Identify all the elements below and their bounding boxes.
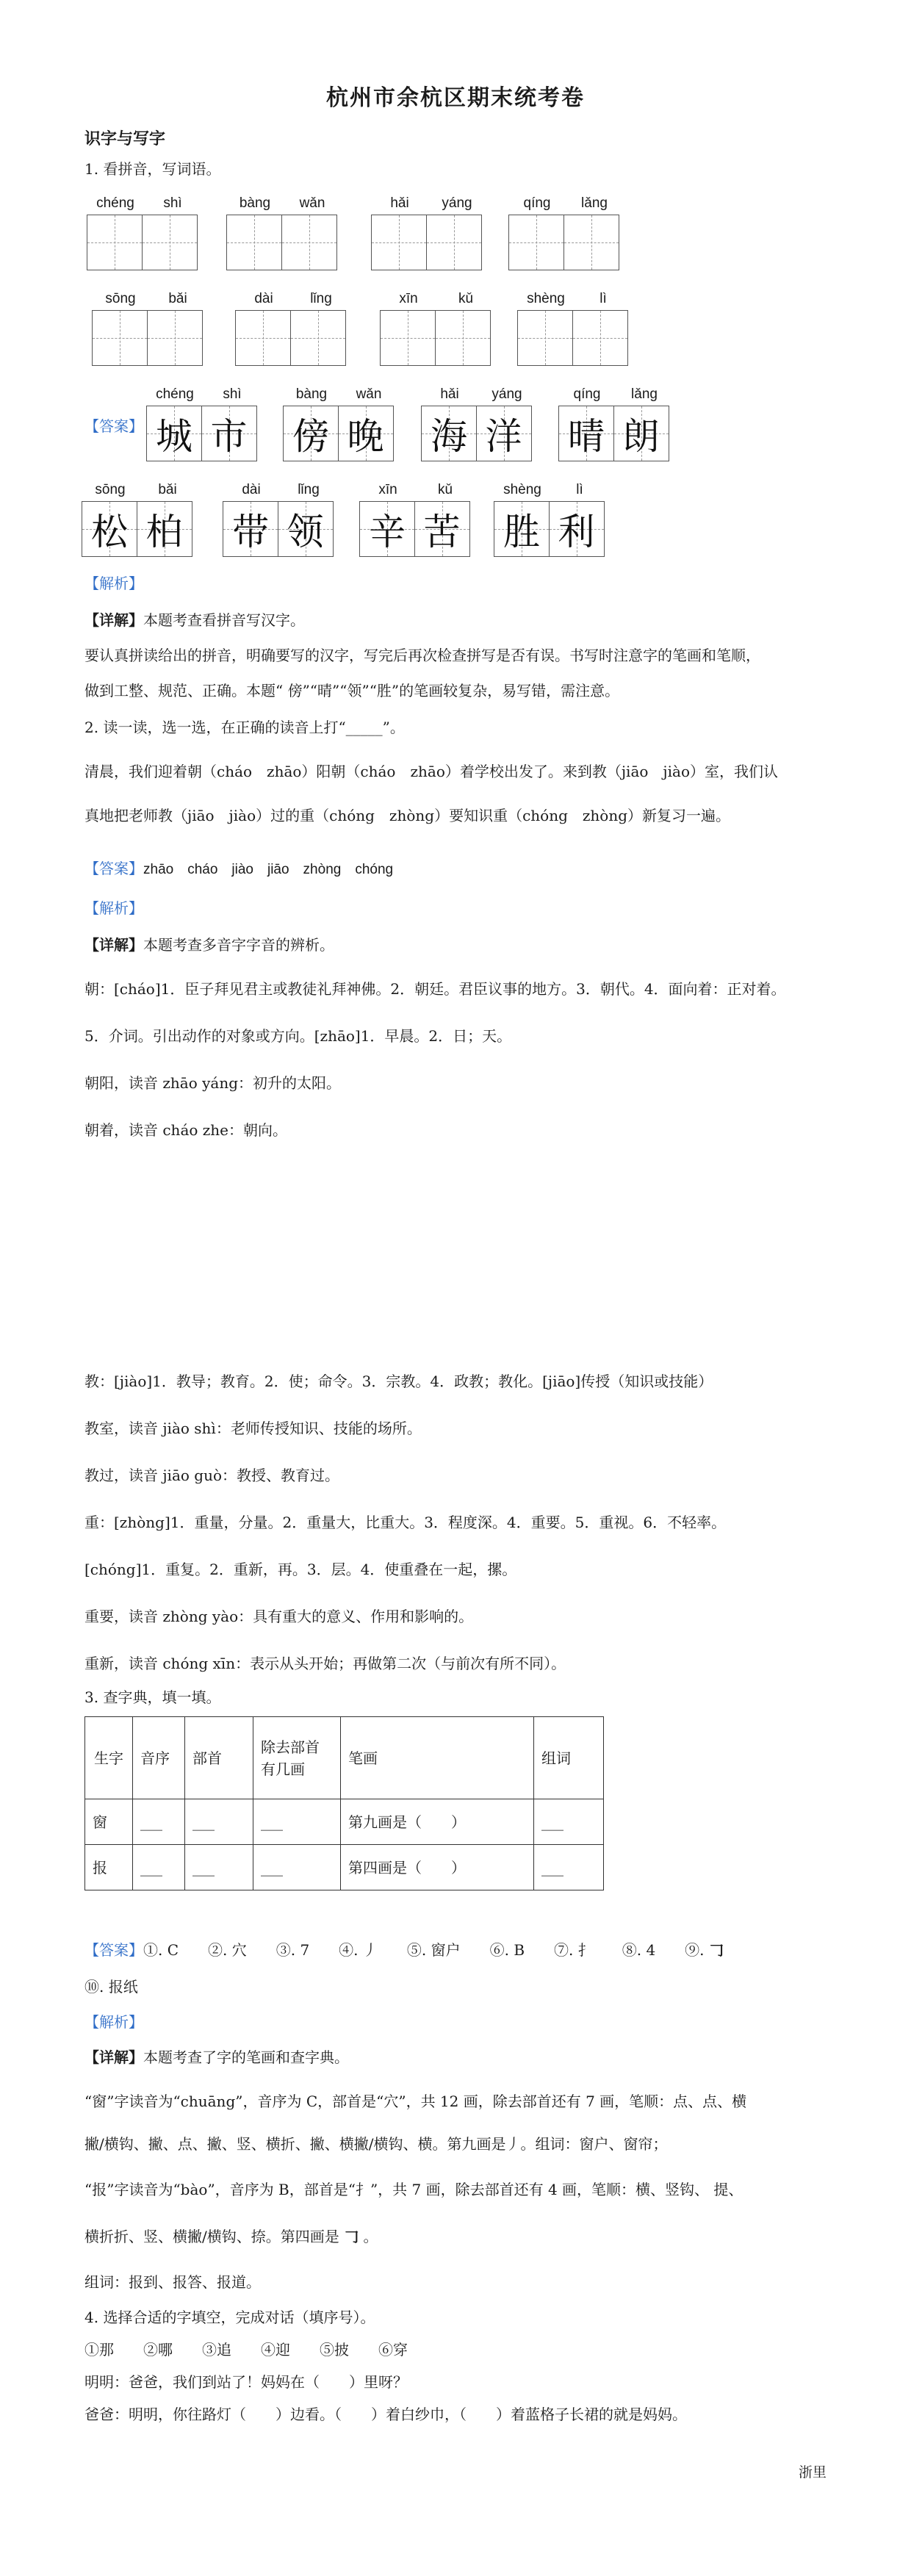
q1-answer-tag: 【答案】 bbox=[84, 417, 143, 435]
q3-explanation: “报”字读音为“bào”，音序为 B，部首是“扌”，共 7 画，除去部首还有 4 画，笔顺：横、竖钩、 提、 bbox=[84, 2181, 743, 2198]
q3-explanation: 撇/横钩、撇、点、撇、竖、横折、撇、横撇/横钩、横。第九画是丿。组词：窗户、窗帘； bbox=[84, 2135, 668, 2153]
table-row: 报 ___ ___ ___ 第四画是（ ） ___ bbox=[85, 1845, 604, 1890]
stroke-glyph: 𠃌 bbox=[708, 1941, 724, 1959]
answer-grid: hǎi yáng 海 洋 bbox=[421, 386, 536, 461]
pinyin-grid: qíng lǎng bbox=[508, 195, 623, 270]
q2-explanation: 教室，读音 jiào shì：老师传授知识、技能的场所。 bbox=[84, 1420, 422, 1437]
pinyin-grid: dài lǐng bbox=[235, 291, 350, 366]
header-radical: 部首 bbox=[185, 1717, 253, 1799]
q2-explanation: 朝阳，读音 zhāo yáng：初升的太阳。 bbox=[84, 1074, 342, 1092]
q2-detail: 【详解】本题考查多音字字音的辨析。 bbox=[84, 936, 334, 954]
q4-dialog: 明明：爸爸，我们到站了！妈妈在（ ）里呀？ bbox=[84, 2373, 408, 2391]
answer-grid: chéng shì 城 市 bbox=[146, 386, 261, 461]
q2-explanation: 教：[jiào]1．教导；教育。2．使；命令。3．宗教。4．政教；教化。[jiāo]传授（知识或技能） bbox=[84, 1372, 713, 1390]
stroke-glyph: 𠃌 bbox=[344, 2228, 359, 2245]
answer-grid: qíng lǎng 晴 朗 bbox=[558, 386, 673, 461]
header-strokes: 除去部首有几画 bbox=[253, 1717, 341, 1799]
q3-detail: 【详解】本题考查了字的笔画和查字典。 bbox=[84, 2048, 349, 2066]
q2-passage: 真地把老师教（jiāo jiào）过的重（chóng zhòng）要知识重（chóng zhòng）新复习一遍。 bbox=[84, 807, 731, 824]
q2-analysis-tag: 【解析】 bbox=[84, 899, 143, 917]
q2-explanation: 重：[zhòng]1．重量，分量。2．重量大，比重大。3．程度深。4．重要。5．重视。6．不轻率。 bbox=[84, 1514, 727, 1531]
q2-explanation: 朝：[cháo]1．臣子拜见君主或教徒礼拜神佛。2．朝廷。君臣议事的地方。3．朝代。4．面向着：正对着。 bbox=[84, 980, 786, 998]
q3-analysis-tag: 【解析】 bbox=[84, 2013, 143, 2031]
q4-prompt: 4. 选择合适的字填空，完成对话（填序号）。 bbox=[84, 2309, 375, 2326]
answer-grid: xīn kǔ 辛 苦 bbox=[359, 482, 474, 557]
q3-explanation: 组词：报到、报答、报道。 bbox=[84, 2273, 261, 2291]
pinyin-grid: hǎi yáng bbox=[371, 195, 486, 270]
table-row: 窗 ___ ___ ___ 第九画是（ ） ___ bbox=[85, 1799, 604, 1845]
q1-prompt: 1. 看拼音，写词语。 bbox=[84, 160, 221, 178]
q1-detail: 【详解】本题考查看拼音写汉字。 bbox=[84, 611, 305, 629]
q2-explanation: 教过，读音 jiāo guò：教授、教育过。 bbox=[84, 1467, 340, 1484]
answer-grid: sōng bǎi 松 柏 bbox=[82, 482, 196, 557]
pinyin-grid: chéng shì bbox=[87, 195, 201, 270]
q1-analysis-tag: 【解析】 bbox=[84, 575, 143, 592]
q2-explanation: 5．介词。引出动作的对象或方向。[zhāo]1．早晨。2．日；天。 bbox=[84, 1027, 512, 1045]
q3-prompt: 3. 查字典，填一填。 bbox=[84, 1688, 221, 1706]
pinyin-grid: xīn kǔ bbox=[380, 291, 494, 366]
q2-explanation: 朝着，读音 cháo zhe：朝向。 bbox=[84, 1121, 288, 1139]
q2-explanation: 重新，读音 chóng xīn：表示从头开始；再做第二次（与前次有所不同）。 bbox=[84, 1655, 566, 1672]
q4-dialog: 爸爸：明明，你往路灯（ ）边看。（ ）着白纱巾，（ ）着蓝格子长裙的就是妈妈。 bbox=[84, 2406, 687, 2423]
section-heading: 识字与写字 bbox=[84, 129, 166, 148]
header-index: 音序 bbox=[133, 1717, 185, 1799]
q2-passage: 清晨，我们迎着朝（cháo zhāo）阳朝（cháo zhāo）着学校出发了。来到教（jiāo jiào）室，我们认 bbox=[84, 763, 778, 780]
answer-grid: bàng wǎn 傍 晚 bbox=[283, 386, 397, 461]
pinyin-grid: sōng bǎi bbox=[92, 291, 206, 366]
answer-grid: dài lǐng 带 领 bbox=[223, 482, 337, 557]
q2-prompt: 2. 读一读，选一选，在正确的读音上打“_____”。 bbox=[84, 719, 405, 736]
q3-explanation: 横折折、竖、横撇/横钩、捺。第四画是 𠃌 。 bbox=[84, 2228, 378, 2245]
page-title: 杭州市余杭区期末统考卷 bbox=[326, 85, 585, 111]
q4-options: ①那 ②哪 ③追 ④迎 ⑤披 ⑥穿 bbox=[84, 2341, 408, 2359]
dictionary-table bbox=[84, 1716, 604, 1890]
q3-answer-line: ⑩. 报纸 bbox=[84, 1978, 138, 1996]
q2-answer: 【答案】zhāo cháo jiào jiāo zhòng chóng bbox=[84, 860, 394, 877]
header-stroke-order: 笔画 bbox=[341, 1717, 534, 1799]
footer-text: 浙里 bbox=[798, 2464, 827, 2480]
q3-answer: 【答案】①. C ②. 穴 ③. 7 ④. 丿 ⑤. 窗户 ⑥. B ⑦. 扌 ⑧. 4 ⑨. 𠃌 bbox=[84, 1941, 724, 1959]
q3-explanation: “窗”字读音为“chuāng”，音序为 C，部首是“穴”，共 12 画，除去部首还有 7 画，笔顺：点、点、横 bbox=[84, 2093, 747, 2110]
q1-detail-line: 做到工整、规范、正确。本题“ 傍”“晴”“领”“胜”的笔画较复杂，易写错，需注意。 bbox=[84, 682, 620, 699]
answer-grid: shèng lì 胜 利 bbox=[494, 482, 608, 557]
q1-detail-line: 要认真拼读给出的拼音，明确要写的汉字，写完后再次检查拼写是否有误。书写时注意字的笔画和笔顺， bbox=[84, 647, 760, 664]
q2-explanation: 重要，读音 zhòng yào：具有重大的意义、作用和影响的。 bbox=[84, 1608, 474, 1625]
pinyin-grid: shèng lì bbox=[517, 291, 632, 366]
pinyin-grid: bàng wǎn bbox=[226, 195, 341, 270]
q2-explanation: [chóng]1．重复。2．重新，再。3．层。4．使重叠在一起，摞。 bbox=[84, 1561, 517, 1578]
header-word: 组词 bbox=[534, 1717, 604, 1799]
header-char: 生字 bbox=[85, 1717, 133, 1799]
